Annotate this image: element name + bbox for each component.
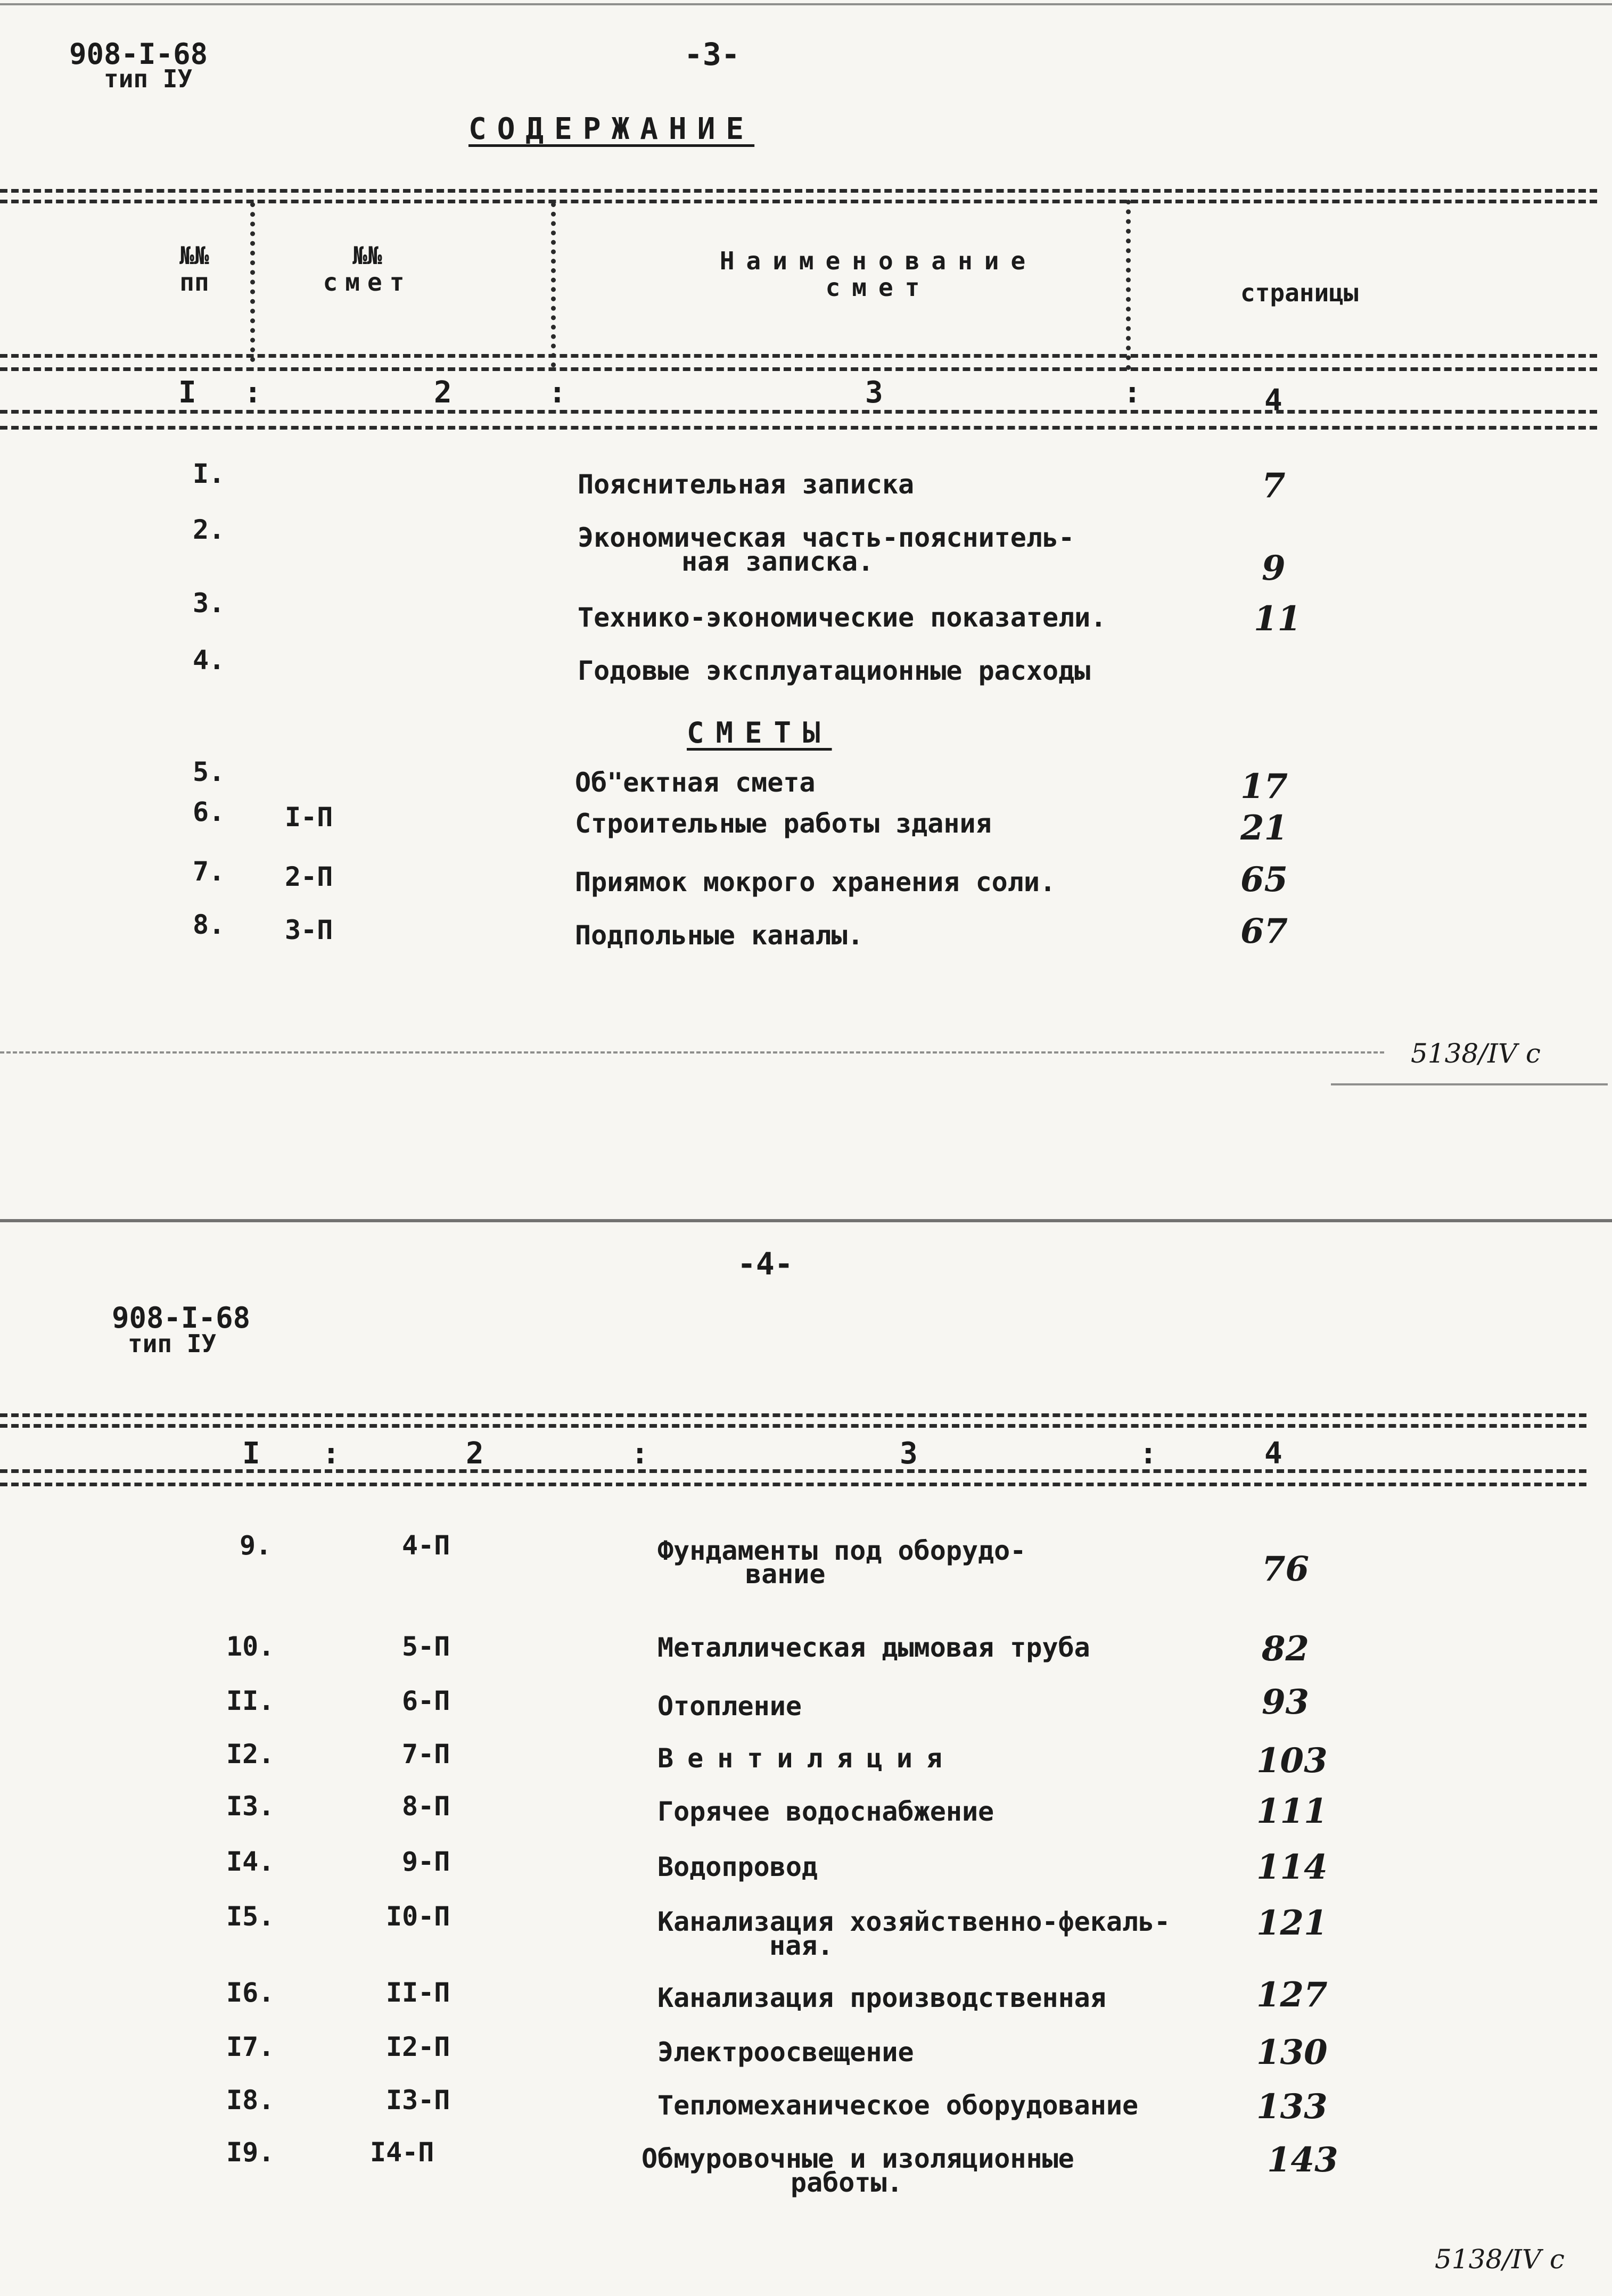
colnum-rule xyxy=(0,1469,1586,1473)
col-number-2: 2 xyxy=(434,375,452,410)
header-col-2: №№ смет xyxy=(323,241,412,297)
page-title: СОДЕРЖАНИЕ xyxy=(468,112,755,146)
table-top-rule xyxy=(0,189,1597,193)
header-col-1: №№ пп xyxy=(179,241,209,297)
col-colon-3: : xyxy=(1123,375,1141,410)
doc-type: тип IУ xyxy=(104,64,193,93)
colnum-rule-2 xyxy=(0,1483,1586,1486)
header-col-4: страницы xyxy=(1240,278,1359,307)
table-top-rule-2 xyxy=(0,1424,1586,1428)
col-number-3: 3 xyxy=(865,375,883,410)
col-number-4: 4 xyxy=(1264,383,1282,418)
doc-code: 908-I-68 xyxy=(69,37,208,71)
page-bottom-line-right xyxy=(1331,1083,1608,1085)
document-page-4: -4- 908-I-68 тип IУ I : 2 : 3 : 4 9. 4-П Фундаменты под оборудо- вание 76 10. 5-П Металлическая дымовая труба 82 II. 6-П Отопление 93 I2. 7-П Вентиляция 103 I3. 8-П Горячее водоснабжение 111 I4. 9-П Водопровод 114 I5. I0-П Канализация хозяйственно-фекаль- ная. 121 I6. II-П Канализация производственная 127 I7. I2-П Электроосвещение 130 I8. I3-П Тепломеханическое оборудование 133 I9. I4-П Обмуровочные и изоляционные работы. 143 5138/IV c xyxy=(0,1187,1612,2296)
col-number-4: 4 xyxy=(1264,1436,1282,1471)
col-colon-2: : xyxy=(631,1436,649,1471)
table-top-rule xyxy=(0,1413,1586,1417)
colnum-rule-2 xyxy=(0,426,1597,430)
col-colon-1: : xyxy=(322,1436,340,1471)
header-rule-2 xyxy=(0,367,1597,371)
document-page-3: 908-I-68 тип IУ -3- СОДЕРЖАНИЕ №№ пп №№ смет Наименование смет страницы I : 2 : 3 : 4 I. Пояснительная записка 7 2. Экономическая часть-пояснитель- ная записка. 9 3. Технико-экономические показатели. 11 4. Годовые эксплуатационные расходы СМЕТЫ 5. Об"ектная смета 17 6. I-П Строительные работы здания 21 7. 2-П Приямок мокрого хранения соли. 65 8. 3-П Подпольные каналы. 67 5138/IV c xyxy=(0,0,1612,1187)
doc-type: тип IУ xyxy=(128,1329,217,1358)
page-number: -3- xyxy=(684,36,740,72)
archive-stamp: 5138/IV c xyxy=(1411,1038,1541,1069)
archive-stamp: 5138/IV c xyxy=(1435,2244,1565,2275)
col-number-1: I xyxy=(178,375,196,410)
col-separator-1 xyxy=(250,202,255,362)
col-number-2: 2 xyxy=(466,1436,484,1471)
doc-code: 908-I-68 xyxy=(112,1301,251,1335)
page-number: -4- xyxy=(737,1246,793,1282)
col-colon-2: : xyxy=(548,375,566,410)
page-bottom-line xyxy=(0,1051,1384,1054)
col-number-3: 3 xyxy=(900,1436,918,1471)
col-separator-3 xyxy=(1126,200,1131,370)
col-separator-2 xyxy=(551,202,556,367)
colnum-rule xyxy=(0,410,1597,414)
col-colon-3: : xyxy=(1139,1436,1157,1471)
section-title: СМЕТЫ xyxy=(687,716,832,750)
col-colon-1: : xyxy=(244,375,262,410)
header-rule xyxy=(0,354,1597,358)
top-edge-line xyxy=(0,3,1612,5)
col-number-1: I xyxy=(242,1436,260,1471)
header-col-3: Наименование смет xyxy=(719,246,1038,302)
table-top-rule-2 xyxy=(0,200,1597,203)
